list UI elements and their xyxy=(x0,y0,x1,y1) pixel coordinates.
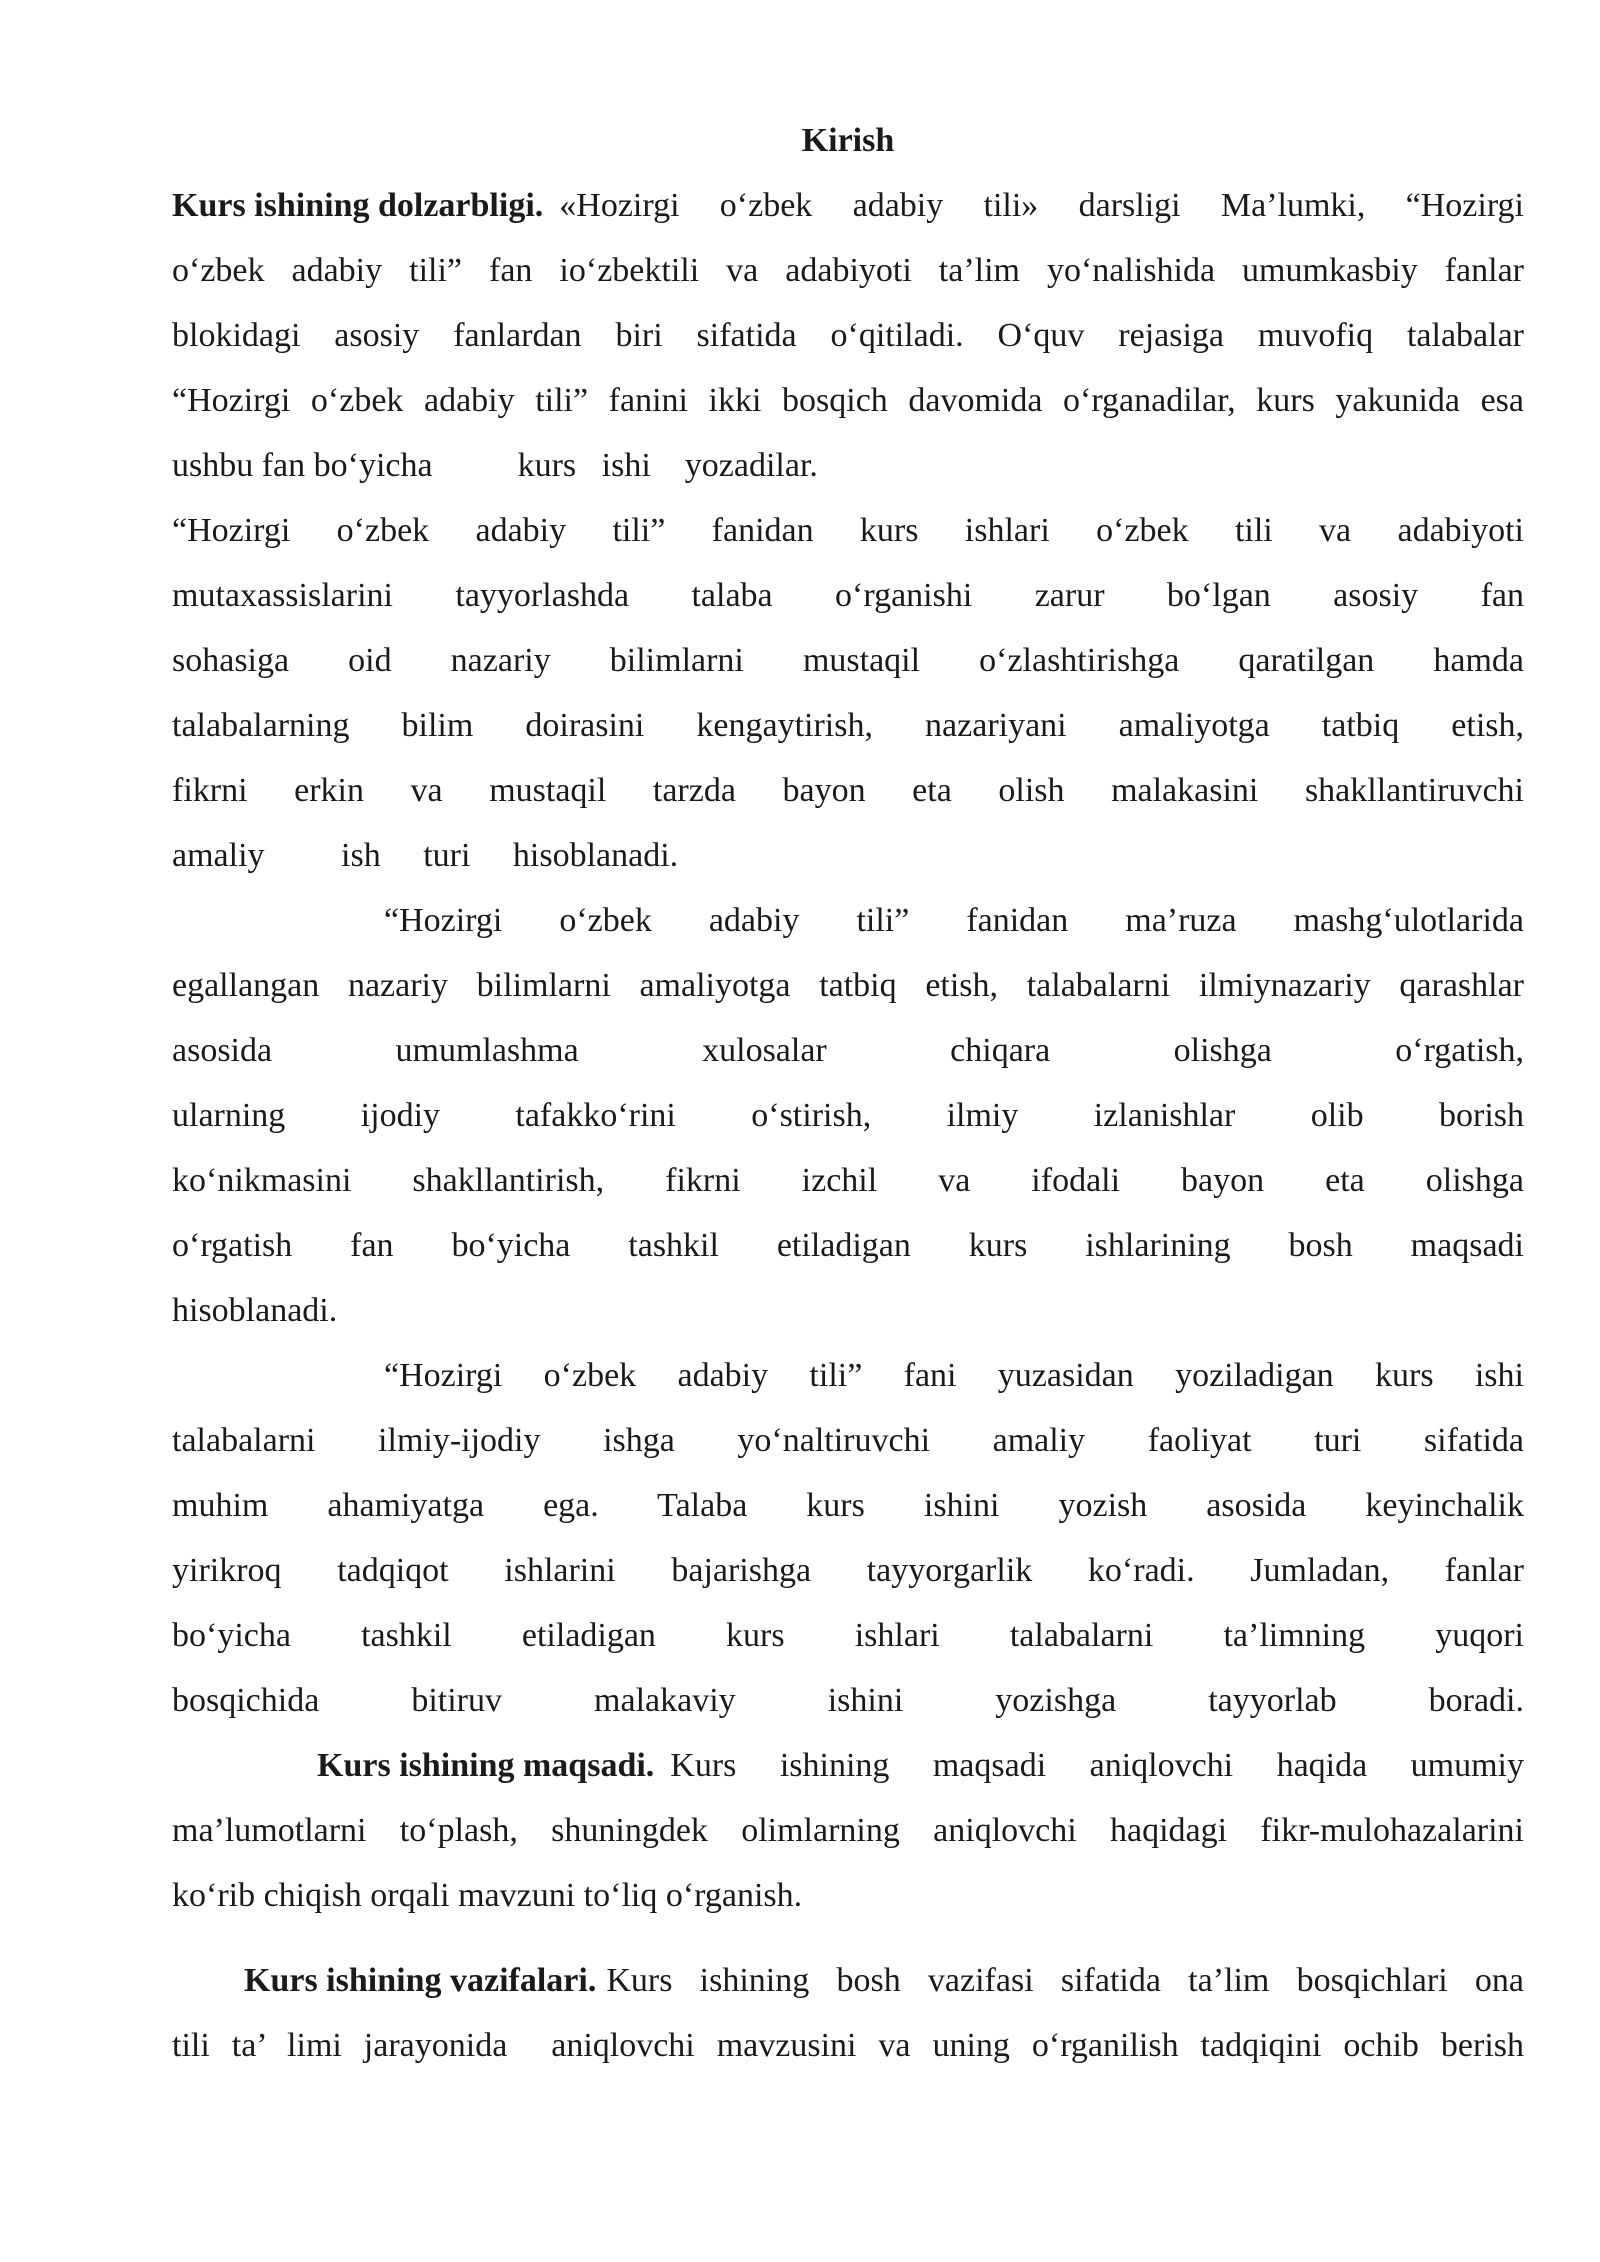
text-line: “Hozirgi o‘zbek adabiy tili” fanidan kurs ishlari o‘zbek tili va adabiyoti xyxy=(172,512,1524,549)
text-line: hisoblanadi. xyxy=(172,1292,338,1329)
section-heading-maqsadi: Kurs ishining maqsadi. xyxy=(317,1747,655,1784)
paragraph-yuzasidan xyxy=(172,1343,1524,1733)
text-line: “Hozirgi o‘zbek adabiy tili” fanini ikki bosqich davomida o‘rganadilar, kurs yakunida esa xyxy=(172,382,1524,419)
text-line: o‘zbek adabiy tili” fan io‘zbektili va adabiyoti ta’lim yo‘nalishida umumkasbiy fanlar xyxy=(172,252,1524,289)
paragraph-maruza xyxy=(172,888,1524,1343)
text-line: talabalarning bilim doirasini kengaytirish, nazariyani amaliyotga tatbiq etish, xyxy=(172,707,1524,744)
text-line: “Hozirgi o‘zbek adabiy tili” fanidan ma’ruza mashg‘ulotlarida xyxy=(384,902,1524,939)
text-line: asosida umumlashma xulosalar chiqara olishga o‘rgatish, xyxy=(172,1032,1524,1069)
page-title: Kirish xyxy=(801,122,895,159)
text-line: fikrni erkin va mustaqil tarzda bayon eta olish malakasini shakllantiruvchi xyxy=(172,772,1524,809)
text-line: ularning ijodiy tafakko‘rini o‘stirish, ilmiy izlanishlar olib borish xyxy=(172,1097,1524,1134)
text-line: bo‘yicha tashkil etiladigan kurs ishlari talabalarni ta’limning yuqori xyxy=(172,1617,1524,1654)
paragraph-maqsadi xyxy=(172,1733,1524,1928)
text-line: sohasiga oid nazariy bilimlarni mustaqil o‘zlashtirishga qaratilgan hamda xyxy=(172,642,1524,679)
text-fragment: Kurs ishining bosh vazifasi sifatida ta’lim bosqichlari ona xyxy=(606,1962,1524,1999)
text-line xyxy=(172,1733,1524,1798)
text-line: bosqichida bitiruv malakaviy ishini yozishga tayyorlab boradi. xyxy=(172,1682,1524,1719)
text-line: ko‘rib chiqish orqali mavzuni to‘liq o‘rganish. xyxy=(172,1877,803,1914)
text-line: tili ta’ limi jarayonida aniqlovchi mavzusini va uning o‘rganilish tadqiqini ochib berish xyxy=(172,2027,1524,2064)
section-heading-dolzarbligi: Kurs ishining dolzarbligi. xyxy=(172,187,544,224)
text-line: amaliy ish turi hisoblanadi. xyxy=(172,837,679,874)
paragraph-kurs-ishlari xyxy=(172,498,1524,888)
text-line: ko‘nikmasini shakllantirish, fikrni izchil va ifodali bayon eta olishga xyxy=(172,1162,1524,1199)
paragraph-dolzarbligi xyxy=(172,173,1524,498)
text-line: egallangan nazariy bilimlarni amaliyotga tatbiq etish, talabalarni ilmiynazariy qarashlar xyxy=(172,967,1524,1004)
text-line: ushbu fan bo‘yicha kurs ishi yozadilar. xyxy=(172,447,818,484)
text-line: talabalarni ilmiy-ijodiy ishga yo‘naltiruvchi amaliy faoliyat turi sifatida xyxy=(172,1422,1524,1459)
text-line xyxy=(172,1948,1524,2013)
text-line xyxy=(172,173,1524,238)
text-line: yirikroq tadqiqot ishlarini bajarishga tayyorgarlik ko‘radi. Jumladan, fanlar xyxy=(172,1552,1524,1589)
text-fragment: «Hozirgi o‘zbek adabiy tili» darsligi Ma’lumki, “Hozirgi xyxy=(559,187,1524,224)
text-line: “Hozirgi o‘zbek adabiy tili” fani yuzasidan yoziladigan kurs ishi xyxy=(384,1357,1524,1394)
text-line: ma’lumotlarni to‘plash, shuningdek olimlarning aniqlovchi haqidagi fikr-mulohazalarini xyxy=(172,1812,1524,1849)
paragraph-vazifalari xyxy=(172,1948,1524,2078)
text-line: muhim ahamiyatga ega. Talaba kurs ishini yozish asosida keyinchalik xyxy=(172,1487,1524,1524)
text-line: o‘rgatish fan bo‘yicha tashkil etiladigan kurs ishlarining bosh maqsadi xyxy=(172,1227,1524,1264)
text-line: blokidagi asosiy fanlardan biri sifatida o‘qitiladi. O‘quv rejasiga muvofiq talabalar xyxy=(172,317,1524,354)
text-line: mutaxassislarini tayyorlashda talaba o‘rganishi zarur bo‘lgan asosiy fan xyxy=(172,577,1524,614)
text-fragment: Kurs ishining maqsadi aniqlovchi haqida umumiy xyxy=(670,1747,1524,1784)
section-heading-vazifalari: Kurs ishining vazifalari. xyxy=(244,1962,597,1999)
